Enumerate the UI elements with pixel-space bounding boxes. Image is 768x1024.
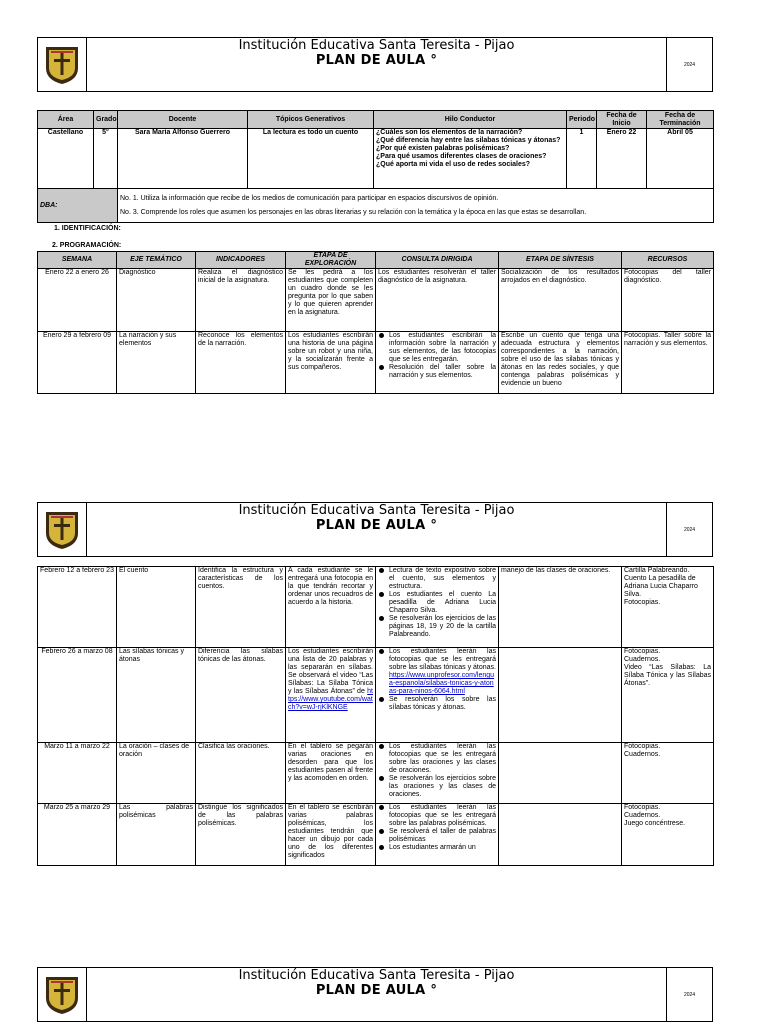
col-consulta: CONSULTA DIRIGIDA (376, 252, 499, 269)
school-logo (38, 968, 87, 1021)
col-periodo: Periodo (567, 111, 597, 129)
list-item: Los estudiantes armarán un (378, 844, 496, 852)
eje-cell: El cuento (117, 567, 196, 648)
periodo-value: 1 (567, 129, 597, 189)
section-programacion: 2. PROGRAMACIÓN: (52, 242, 122, 249)
exploracion-cell (286, 648, 376, 743)
dba-content (118, 189, 714, 223)
table-row (38, 804, 714, 866)
col-exploracion: ETAPA DE EXPLORACIÓN (286, 252, 376, 269)
exploracion-cell: En el tablero se escribirán varias palabras polisémicas, los estudiantes tendrán que hacer un dibujo por cada uno de los diferentes significados (286, 804, 376, 866)
list-item: Se resolverán los ejercicios de las páginas 18, 19 y 20 de la cartilla Palabreando. (378, 615, 496, 639)
list-item: Lectura de texto expositivo sobre el cuento, sus elementos y estructura. (378, 567, 496, 591)
col-indicadores: INDICADORES (196, 252, 286, 269)
dba-item: No. 3. Comprende los roles que asumen los personajes en las obras literarias y su relación con la temática y la época en las que estas se desarrollan. (120, 208, 587, 216)
institution-name: Institución Educativa Santa Teresita - Pijao (238, 38, 515, 53)
exploracion-cell: En el tablero se pegarán varias oraciones en desorden para que los estudiantes pasen al frente y las acomoden en orden. (286, 743, 376, 804)
sintesis-cell: Escribe un cuento que tenga una adecuada estructura y elementos correspondientes a la narración, sobre el uso de las silabas tónicas y átonas en las redes sociales, y que contenga palabras polisémicas y evidencie un bueno (499, 332, 622, 394)
exploracion-cell: Los estudiantes escribirán una historia de una página sobre un robot y una niña, y la socializarán frente a sus compañeros. (286, 332, 376, 394)
col-topicos: Tópicos Generativos (248, 111, 374, 129)
page-header-3 (37, 967, 713, 1022)
semana-cell: Febrero 12 a febrero 23 (38, 567, 117, 648)
institution-name: Institución Educativa Santa Teresita - Pijao (238, 503, 515, 518)
hilo-question: ¿Para qué usamos diferentes clases de oraciones? (376, 153, 547, 160)
eje-cell: Diagnóstico (117, 269, 196, 332)
reference-link[interactable]: https://www.unprofesor.com/lengua-espanola/silabas-tonicas-y-atonas-para-ninos-6064.html (389, 672, 495, 695)
list-item: Se resolverá el taller de palabras polisémicas (378, 828, 496, 844)
hilo-question: ¿Qué diferencia hay entre las silabas tónicas y átonas? (376, 137, 561, 144)
page-header-1 (37, 37, 713, 92)
programacion-table-1 (37, 251, 714, 394)
col-hilo: Hilo Conductor (374, 111, 567, 129)
recurso-line: Cuento La pesadilla de Adriana Lucia Chaparro Silva. (624, 575, 698, 598)
inicio-value: Enero 22 (597, 129, 647, 189)
hilo-conductor (374, 129, 567, 189)
recurso-line: Cartilla Palabreando. (624, 567, 690, 574)
col-recursos: RECURSOS (622, 252, 714, 269)
consulta-cell (376, 567, 499, 648)
indicador-cell: Distingue los significados de las palabras polisémicas. (196, 804, 286, 866)
semana-cell: Marzo 25 a marzo 29 (38, 804, 117, 866)
info-table (37, 110, 714, 223)
year-label: 2024 (666, 968, 712, 1021)
sintesis-cell: Socialización de los resultados arrojados en el diagnóstico. (499, 269, 622, 332)
recurso-line: Cuadernos. (624, 751, 661, 758)
recursos-cell (622, 648, 714, 743)
eje-cell: La narración y sus elementos (117, 332, 196, 394)
table-row (38, 269, 714, 332)
consulta-cell (376, 648, 499, 743)
recurso-line: Juego concéntrese. (624, 820, 686, 827)
recursos-cell (622, 804, 714, 866)
page-header-2 (37, 502, 713, 557)
dba-label: DBA: (38, 189, 118, 223)
table-row (38, 567, 714, 648)
recurso-line: Video “Las Sílabas: La Sílaba Tónica y las Sílabas Átonas”. (624, 664, 711, 687)
dba-item: No. 1. Utiliza la información que recibe de los medios de comunicación para participar en espacios discursivos de opinión. (120, 194, 499, 202)
list-item: Resolución del taller sobre la narración y sus elementos. (378, 364, 496, 380)
exploracion-cell: A cada estudiante se le entregará una fotocopia en la que tendrán recortar y ordenar unos recuadros de acuerdo a la historia. (286, 567, 376, 648)
col-grado: Grado (94, 111, 118, 129)
list-item: Los estudiantes leerán las fotocopias que se les entregará sobre las palabras polisémicas. (378, 804, 496, 828)
plan-title: PLAN DE AULA ° (315, 53, 438, 68)
eje-cell: Las palabras polisémicas (117, 804, 196, 866)
col-inicio: Fecha de Inicio (597, 111, 647, 129)
col-docente: Docente (118, 111, 248, 129)
exploracion-text: Los estudiantes escribirán una lista de 20 palabras y las separarán en sílabas. Se observará el video “Las Sílabas: La Sílaba Tónica y las Sílabas Átonas” de (288, 648, 373, 695)
indicador-cell: Identifica la estructura y características de los cuentos. (196, 567, 286, 648)
list-item-text: Los estudiantes leerán las fotocopias que se les entregará sobre las sílabas tónicas y átonas. (389, 648, 497, 671)
eje-cell: Las sílabas tónicas y átonas (117, 648, 196, 743)
consulta-cell (376, 804, 499, 866)
plan-title: PLAN DE AULA ° (315, 518, 438, 533)
area-value: Castellano (38, 129, 94, 189)
table-row (38, 332, 714, 394)
consulta-cell (376, 332, 499, 394)
list-item: Se resolverán los sobre las sílabas tónicas y átonas. (378, 696, 496, 712)
col-sintesis: ETAPA DE SÍNTESIS (499, 252, 622, 269)
grado-value: 5° (94, 129, 118, 189)
section-identificacion: 1. IDENTIFICACIÓN: (54, 225, 121, 232)
recurso-line: Fotocopias. (624, 599, 661, 606)
exploracion-cell: Se les pedirá a los estudiantes que completen un cuadro donde se les pregunta por lo que saben y lo que quieren aprender en la asignatura. (286, 269, 376, 332)
recurso-line: Fotocopias. (624, 743, 661, 750)
list-item: Los estudiantes leerán las fotocopias que se les entregará sobre las oraciones y las clases de oraciones. (378, 743, 496, 775)
institution-name: Institución Educativa Santa Teresita - Pijao (238, 968, 515, 983)
list-item: Los estudiantes el cuento La pesadilla de Adriana Lucia Chaparro Silva. (378, 591, 496, 615)
recurso-line: Cuadernos. (624, 812, 661, 819)
hilo-question: ¿Qué aporta mi vida el uso de redes sociales? (376, 161, 531, 168)
recurso-line: Fotocopias. (624, 804, 661, 811)
consulta-cell: Los estudiantes resolverán el taller diagnóstico de la asignatura. (376, 269, 499, 332)
recurso-line: Cuadernos. (624, 656, 661, 663)
sintesis-cell (499, 743, 622, 804)
col-area: Área (38, 111, 94, 129)
sintesis-cell: manejo de las clases de oraciones. (499, 567, 622, 648)
fin-value: Abril 05 (647, 129, 714, 189)
year-label: 2024 (666, 38, 712, 91)
school-logo (38, 38, 87, 91)
indicador-cell: Clasifica las oraciones. (196, 743, 286, 804)
indicador-cell: Diferencia las silabas tónicas de las átonas. (196, 648, 286, 743)
sintesis-cell (499, 804, 622, 866)
semana-cell: Marzo 11 a marzo 22 (38, 743, 117, 804)
topico-value: La lectura es todo un cuento (248, 129, 374, 189)
school-logo (38, 503, 87, 556)
indicador-cell: Reconoce los elementos de la narración. (196, 332, 286, 394)
consulta-cell (376, 743, 499, 804)
plan-title: PLAN DE AULA ° (315, 983, 438, 998)
recurso-line: Fotocopias. (624, 648, 661, 655)
eje-cell: La oración – clases de oración (117, 743, 196, 804)
video-link[interactable]: https://www.youtube.com/watch?v=wJ-rjKlKNGE (288, 688, 373, 711)
docente-value: Sara María Alfonso Guerrero (118, 129, 248, 189)
recursos-cell (622, 567, 714, 648)
year-label: 2024 (666, 503, 712, 556)
hilo-question: ¿Cuáles son los elementos de la narración? (376, 129, 523, 136)
hilo-question: ¿Por qué existen palabras polisémicas? (376, 145, 510, 152)
list-item: Se resolverán los ejercicios sobre las oraciones y las clases de oraciones. (378, 775, 496, 799)
col-eje: EJE TEMÁTICO (117, 252, 196, 269)
programacion-table-2 (37, 566, 714, 866)
recursos-cell: Fotocopias del taller diagnóstico. (622, 269, 714, 332)
recursos-cell: Fotocopias. Taller sobre la narración y sus elementos. (622, 332, 714, 394)
col-fin: Fecha de Terminación (647, 111, 714, 129)
semana-cell: Febrero 26 a marzo 08 (38, 648, 117, 743)
sintesis-cell (499, 648, 622, 743)
col-semana: SEMANA (38, 252, 117, 269)
semana-cell: Enero 22 a enero 26 (38, 269, 117, 332)
table-row (38, 743, 714, 804)
semana-cell: Enero 29 a febrero 09 (38, 332, 117, 394)
recursos-cell (622, 743, 714, 804)
list-item (378, 648, 496, 696)
table-row (38, 648, 714, 743)
list-item: Los estudiantes escribirán la información sobre la narración y sus elementos, de las fotocopias que se les entregarán. (378, 332, 496, 364)
indicador-cell: Realiza el diagnóstico inicial de la asignatura. (196, 269, 286, 332)
